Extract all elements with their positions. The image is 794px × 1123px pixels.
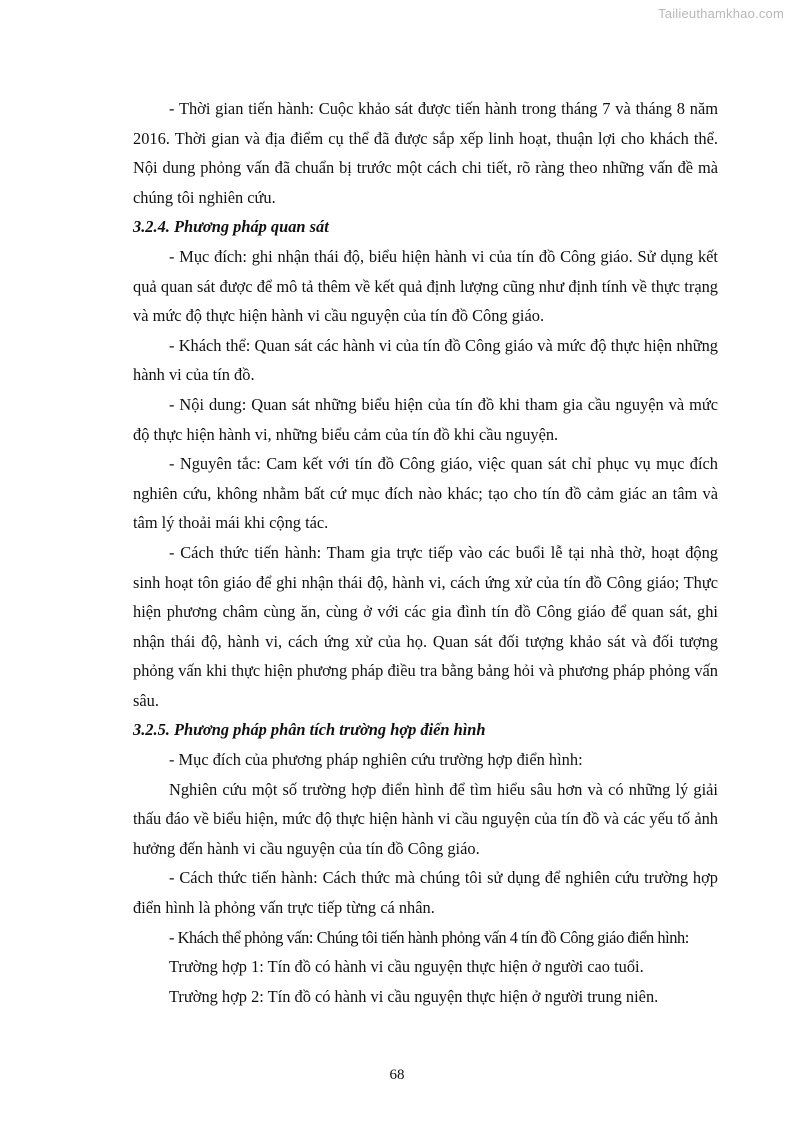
page-number: 68 xyxy=(389,1067,405,1083)
paragraph: - Nội dung: Quan sát những biểu hiện của tín đồ khi tham gia cầu nguyện và mức độ thực hiện hành vi, những biểu cảm của tín đồ khi cầu nguyện. xyxy=(133,394,718,444)
paragraph: - Cách thức tiến hành: Tham gia trực tiếp vào các buổi lễ tại nhà thờ, hoạt động sinh hoạt tôn giáo để ghi nhận thái độ, hành vi, cách ứng xử của tín đồ Công giáo; Thực hiện phương châm cùng ăn, cùng ở với các gia đình tín đồ Công giáo để quan sát, ghi nhận thái độ, hành vi, cách ứng xử của họ. Quan sát đối tượng khảo sát và đối tượng phỏng vấn khi thực hiện phương pháp điều tra bằng bảng hỏi và phương pháp phỏng vấn sâu. xyxy=(133,542,718,710)
paragraph: Trường hợp 1: Tín đồ có hành vi cầu nguyện thực hiện ở người cao tuổi. xyxy=(169,957,644,977)
paragraph: - Mục đích: ghi nhận thái độ, biểu hiện hành vi của tín đồ Công giáo. Sử dụng kết quả quan sát được để mô tả thêm về kết quả định lượng cũng như định tính về thực trạng và mức độ thực hiện hành vi cầu nguyện của tín đồ Công giáo. xyxy=(133,246,718,326)
document-body xyxy=(133,94,718,1011)
section-heading: 3.2.4. Phương pháp quan sát xyxy=(133,217,329,237)
paragraph: - Mục đích của phương pháp nghiên cứu trường hợp điển hình: xyxy=(169,750,583,770)
paragraph: - Cách thức tiến hành: Cách thức mà chúng tôi sử dụng để nghiên cứu trường hợp điển hình là phỏng vấn trực tiếp từng cá nhân. xyxy=(133,868,718,918)
watermark: Tailieuthamkhao.com xyxy=(658,6,784,21)
section-heading: 3.2.5. Phương pháp phân tích trường hợp điển hình xyxy=(133,720,486,740)
paragraph: Trường hợp 2: Tín đồ có hành vi cầu nguyện thực hiện ở người trung niên. xyxy=(169,986,659,1006)
paragraph: - Khách thể: Quan sát các hành vi của tín đồ Công giáo và mức độ thực hiện những hành vi của tín đồ. xyxy=(133,335,718,385)
paragraph: - Khách thể phỏng vấn: Chúng tôi tiến hành phỏng vấn 4 tín đồ Công giáo điển hình: xyxy=(169,927,689,947)
paragraph: Nghiên cứu một số trường hợp điển hình để tìm hiểu sâu hơn và có những lý giải thấu đáo về biểu hiện, mức độ thực hiện hành vi cầu nguyện của tín đồ và các yếu tố ảnh hưởng đến hành vi cầu nguyện của tín đồ Công giáo. xyxy=(133,779,718,858)
paragraph: - Nguyên tắc: Cam kết với tín đồ Công giáo, việc quan sát chỉ phục vụ mục đích nghiên cứu, không nhằm bất cứ mục đích nào khác; tạo cho tín đồ cảm giác an tâm và tâm lý thoải mái khi cộng tác. xyxy=(133,454,718,533)
paragraph: - Thời gian tiến hành: Cuộc khảo sát được tiến hành trong tháng 7 và tháng 8 năm 2016. Thời gian và địa điểm cụ thể đã được sắp xếp linh hoạt, thuận lợi cho khách thể. Nội dung phỏng vấn đã chuẩn bị trước một cách chi tiết, rõ ràng theo những vấn đề mà chúng tôi nghiên cứu. xyxy=(133,99,718,207)
